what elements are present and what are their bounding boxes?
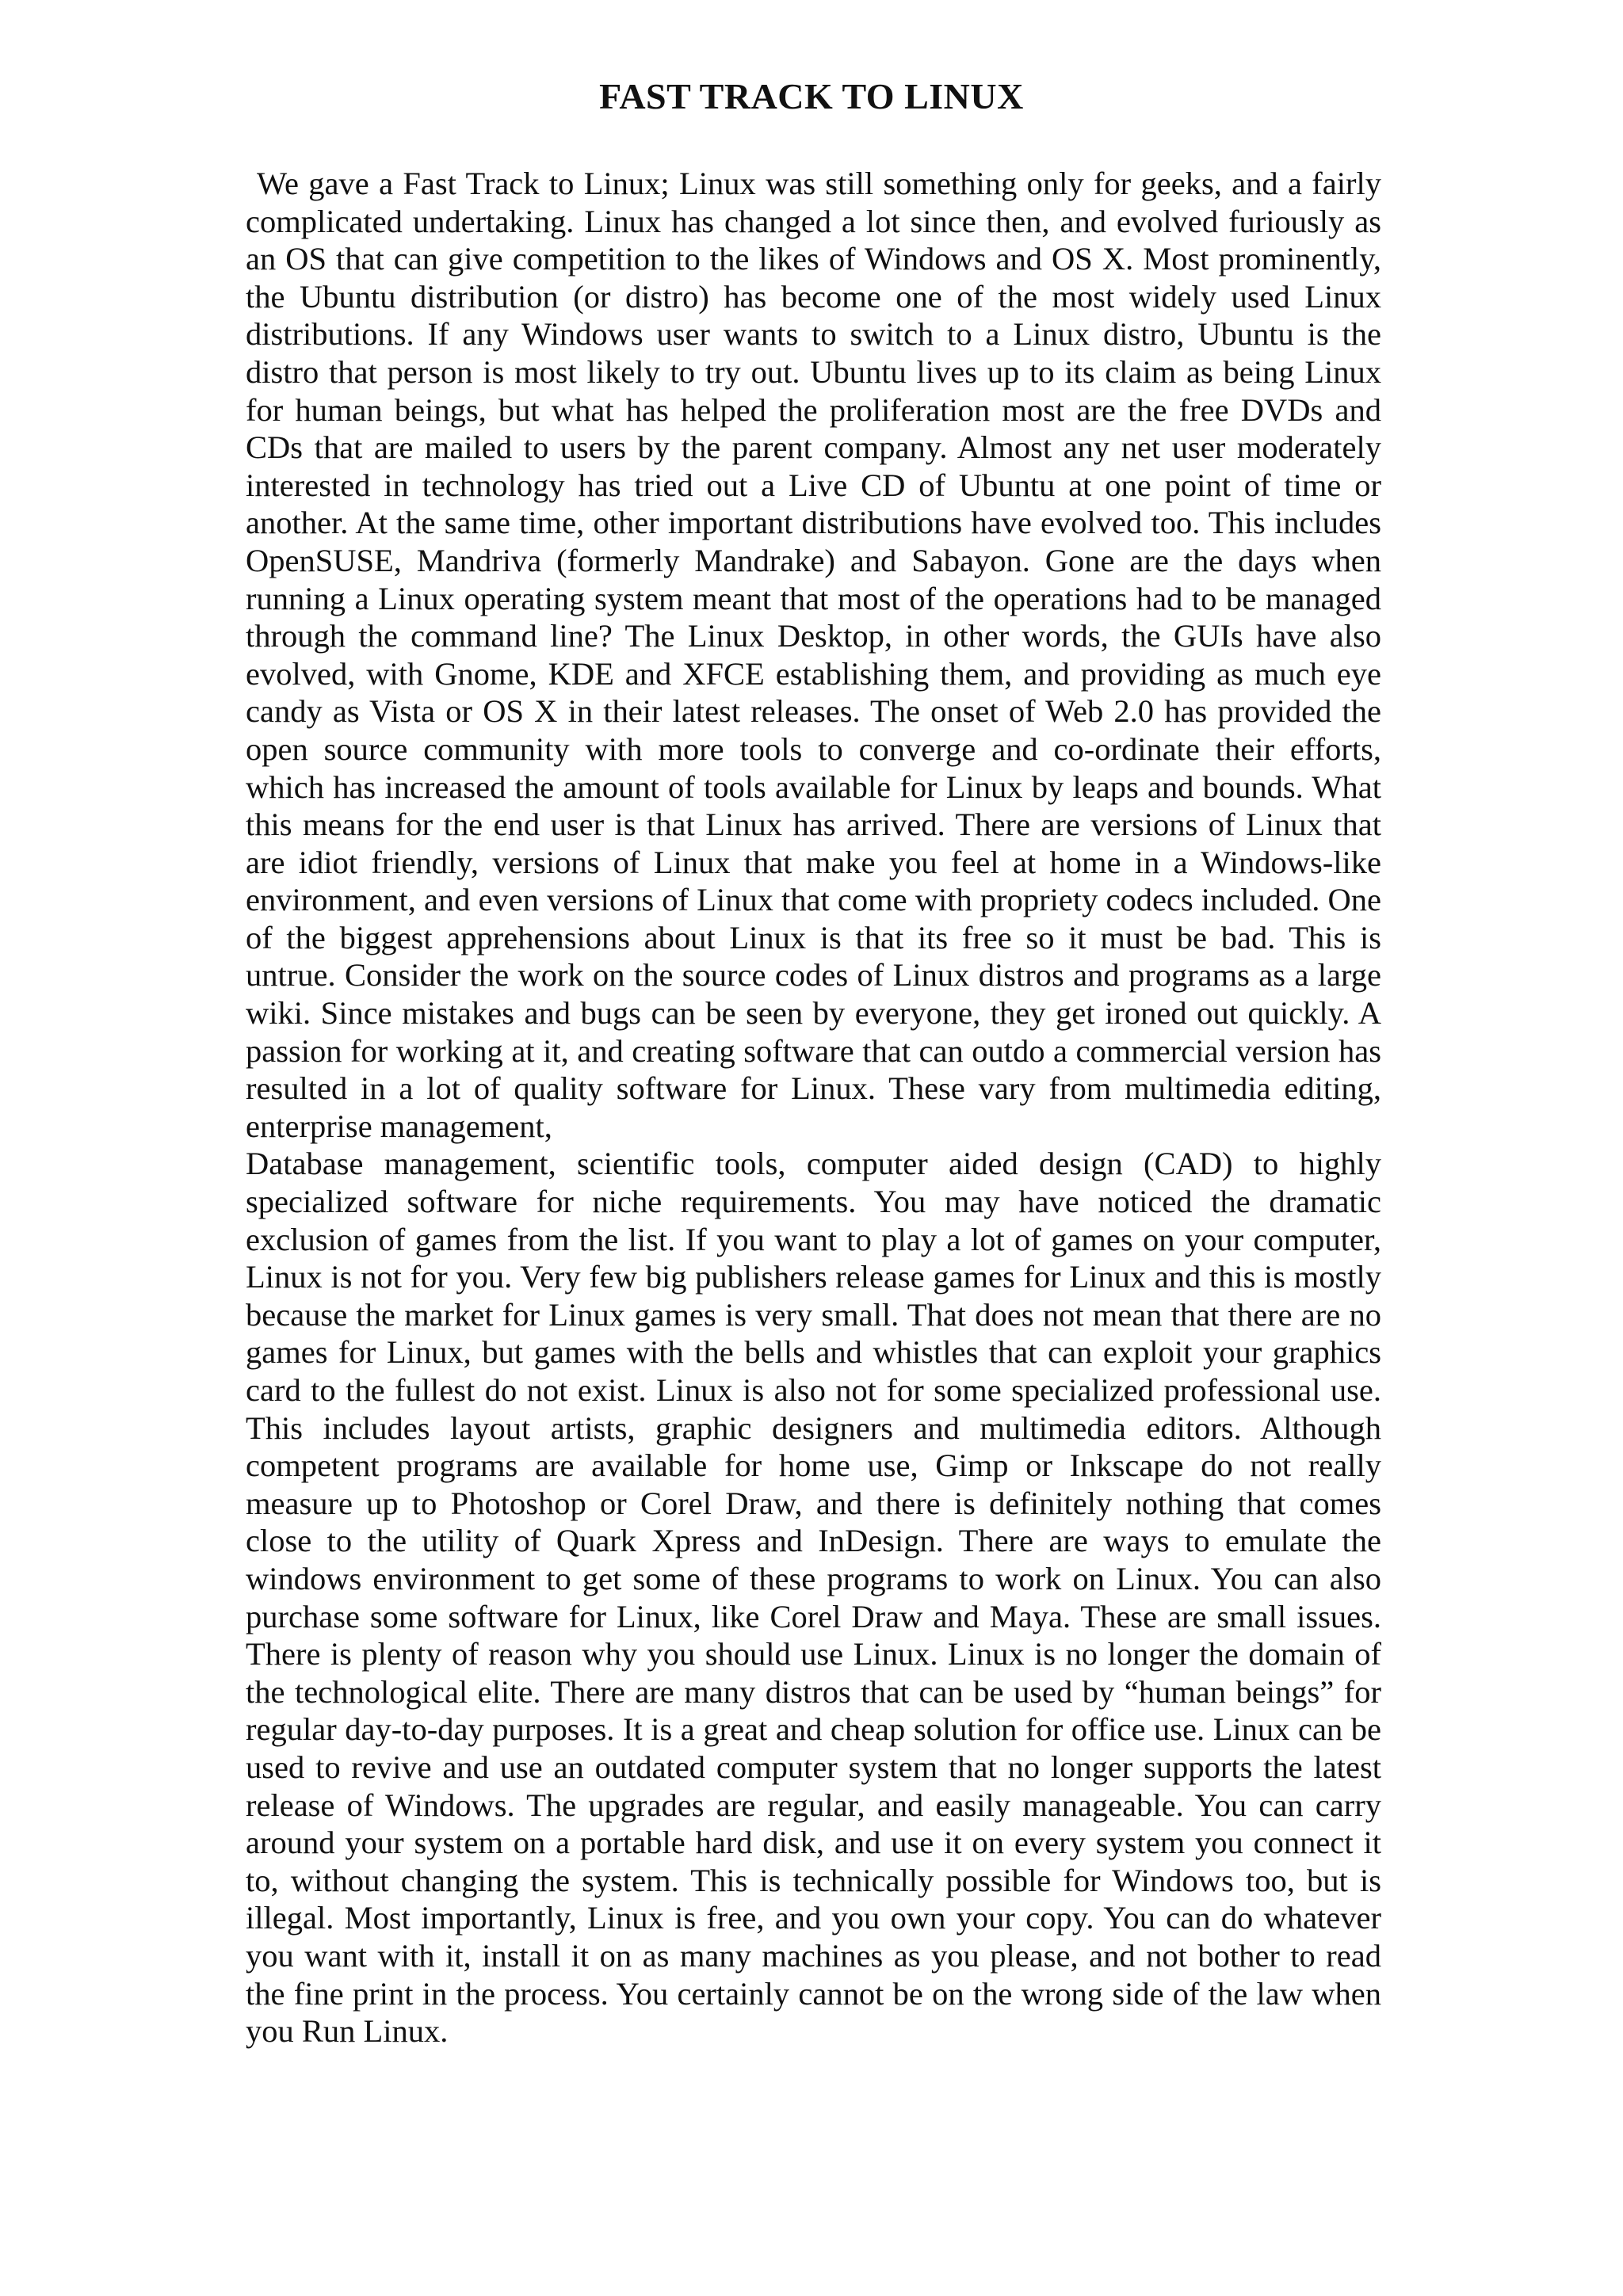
document-title: FAST TRACK TO LINUX (599, 76, 1024, 116)
body-paragraph: We gave a Fast Track to Linux; Linux was still something only for geeks, and a fairly complicated undertaking. Linux has changed a lot since then, and evolved furiously as an OS that can give competition to the likes of Windows and OS X. Most prominently, the Ubuntu distribution (or distro) has become one of the most widely used Linux distributions. If any Windows user wants to switch to a Linux distro, Ubuntu is the distro that person is most likely to try out. Ubuntu lives up to its claim as being Linux for human beings, but what has helped the proliferation most are the free DVDs and CDs that are mailed to users by the parent company. Almost any net user moderately interested in technology has tried out a Live CD of Ubuntu at one point of time or another. At the same time, other important distributions have evolved too. This includes OpenSUSE, Mandriva (formerly Mandrake) and Sabayon. Gone are the days when running a Linux operating system meant that most of the operations had to be managed through the command line? The Linux Desktop, in other words, the GUIs have also evolved, with Gnome, KDE and XFCE establishing them, and providing as much eye candy as Vista or OS X in their latest releases. The onset of Web 2.0 has provided the open source community with more tools to converge and co-ordinate their efforts, which has increased the amount of tools available for Linux by leaps and bounds. What this means for the end user is that Linux has arrived. There are versions of Linux that are idiot friendly, versions of Linux that make you feel at home in a Windows-like environment, and even versions of Linux that come with propriety codecs included. One of the biggest apprehensions about Linux is that its free so it must be bad. This is untrue. Consider the work on the source codes of Linux distros and programs as a large wiki. Since mistakes and bugs can be seen by everyone, they get ironed out quickly. A passion for working at it, and creating software that can outdo a commercial version has resulted in a lot of quality software for Linux. These vary from multimedia editing, enterprise management, (246, 166, 1381, 1144)
body-paragraph: Database management, scientific tools, computer aided design (CAD) to highly specialized software for niche requirements. You may have noticed the dramatic exclusion of games from the list. If you want to play a lot of games on your computer, Linux is not for you. Very few big publishers release games for Linux and this is mostly because the market for Linux games is very small. That does not mean that there are no games for Linux, but games with the bells and whistles that can exploit your graphics card to the fullest do not exist. Linux is also not for some specialized professional use. This includes layout artists, graphic designers and multimedia editors. Although competent programs are available for home use, Gimp or Inkscape do not really measure up to Photoshop or Corel Draw, and there is definitely nothing that comes close to the utility of Quark Xpress and InDesign. There are ways to emulate the windows environment to get some of these programs to work on Linux. You can also purchase some software for Linux, like Corel Draw and Maya. These are small issues. There is plenty of reason why you should use Linux. Linux is no longer the domain of the technological elite. There are many distros that can be used by “human beings” for regular day-to-day purposes. It is a great and cheap solution for office use. Linux can be used to revive and use an outdated computer system that no longer supports the latest release of Windows. The upgrades are regular, and easily manageable. You can carry around your system on a portable hard disk, and use it on every system you connect it to, without changing the system. This is technically possible for Windows too, but is illegal. Most importantly, Linux is free, and you own your copy. You can do whatever you want with it, install it on as many machines as you please, and not bother to read the fine print in the process. You certainly cannot be on the wrong side of the law when you Run Linux. (246, 1146, 1381, 2050)
document-body (246, 165, 1381, 2050)
